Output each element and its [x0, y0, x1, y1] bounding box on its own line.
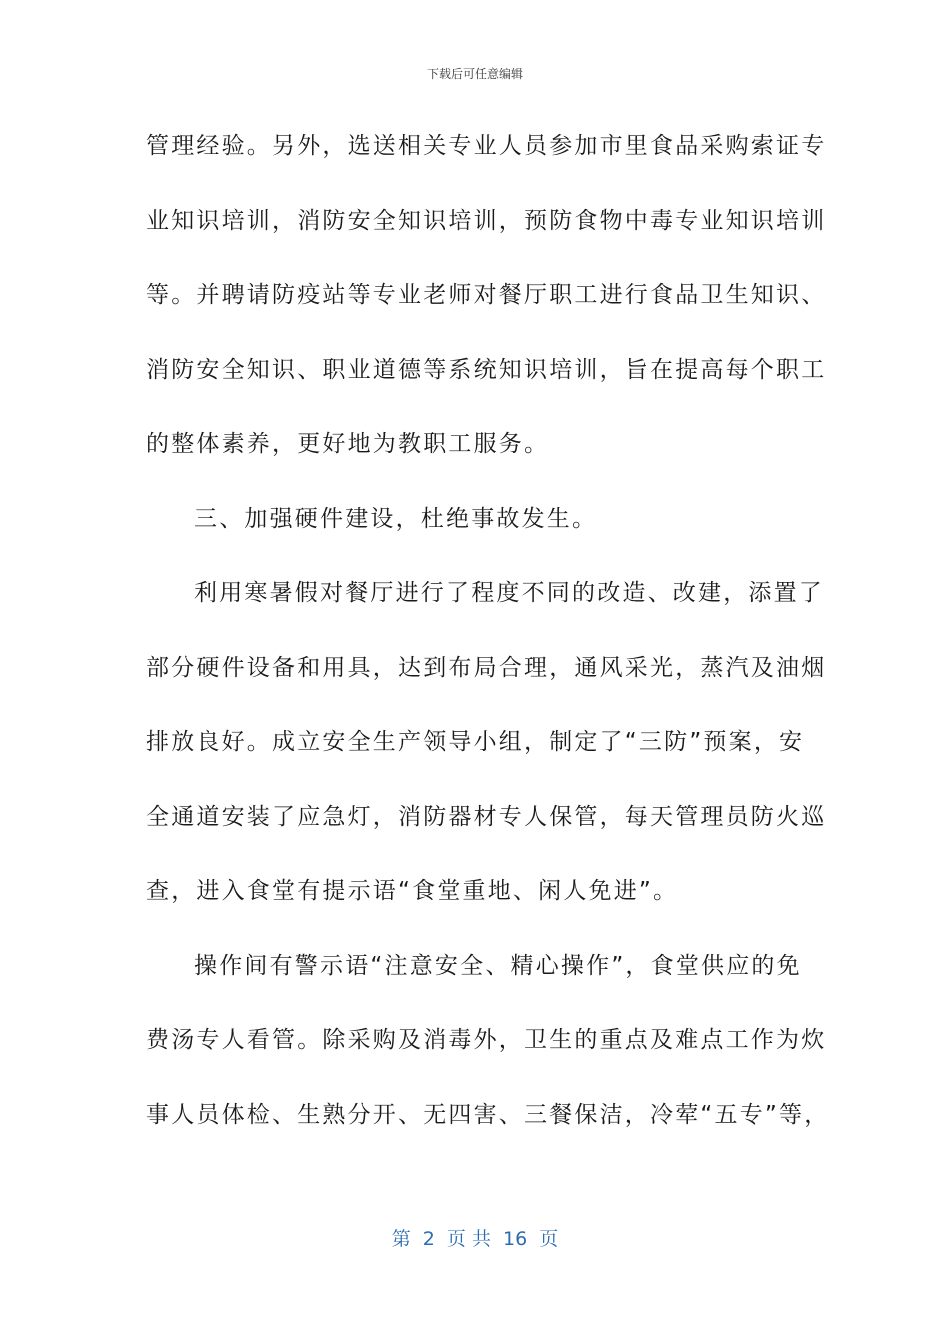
body-line: 业知识培训，消防安全知识培训，预防食物中毒专业知识培训	[146, 207, 827, 234]
body-line: 排放良好。成立安全生产领导小组，制定了“三防”预案，安	[146, 729, 805, 755]
body-line: 费汤专人看管。除采购及消毒外，卫生的重点及难点工作为炊	[146, 1027, 827, 1053]
body-line: 操作间有警示语“注意安全、精心操作”，食堂供应的免	[194, 952, 802, 979]
document-body	[146, 124, 830, 1167]
body-line: 管理经验。另外，选送相关专业人员参加市里食品采购索证专	[146, 133, 827, 159]
body-line: 的整体素养，更好地为教职工服务。	[146, 431, 550, 457]
body-line: 消防安全知识、职业道德等系统知识培训，旨在提高每个职工	[146, 356, 827, 383]
section-heading: 三、加强硬件建设，杜绝事故发生。	[194, 505, 598, 532]
body-line: 查，进入食堂有提示语“食堂重地、闲人免进”。	[146, 878, 679, 904]
page-number-footer: 第 2 页 共 16 页	[391, 1228, 559, 1250]
body-line: 全通道安装了应急灯，消防器材专人保管，每天管理员防火巡	[146, 803, 827, 830]
body-line: 部分硬件设备和用具，达到布局合理，通风采光，蒸汽及油烟	[146, 654, 827, 681]
body-line: 事人员体检、生熟分开、无四害、三餐保洁，冷荤“五专”等，	[146, 1101, 830, 1128]
page-header: 下载后可任意编辑	[426, 67, 523, 81]
body-line: 等。并聘请防疫站等专业老师对餐厅职工进行食品卫生知识、	[146, 282, 827, 308]
body-line: 利用寒暑假对餐厅进行了程度不同的改造、改建，添置了	[194, 580, 824, 606]
